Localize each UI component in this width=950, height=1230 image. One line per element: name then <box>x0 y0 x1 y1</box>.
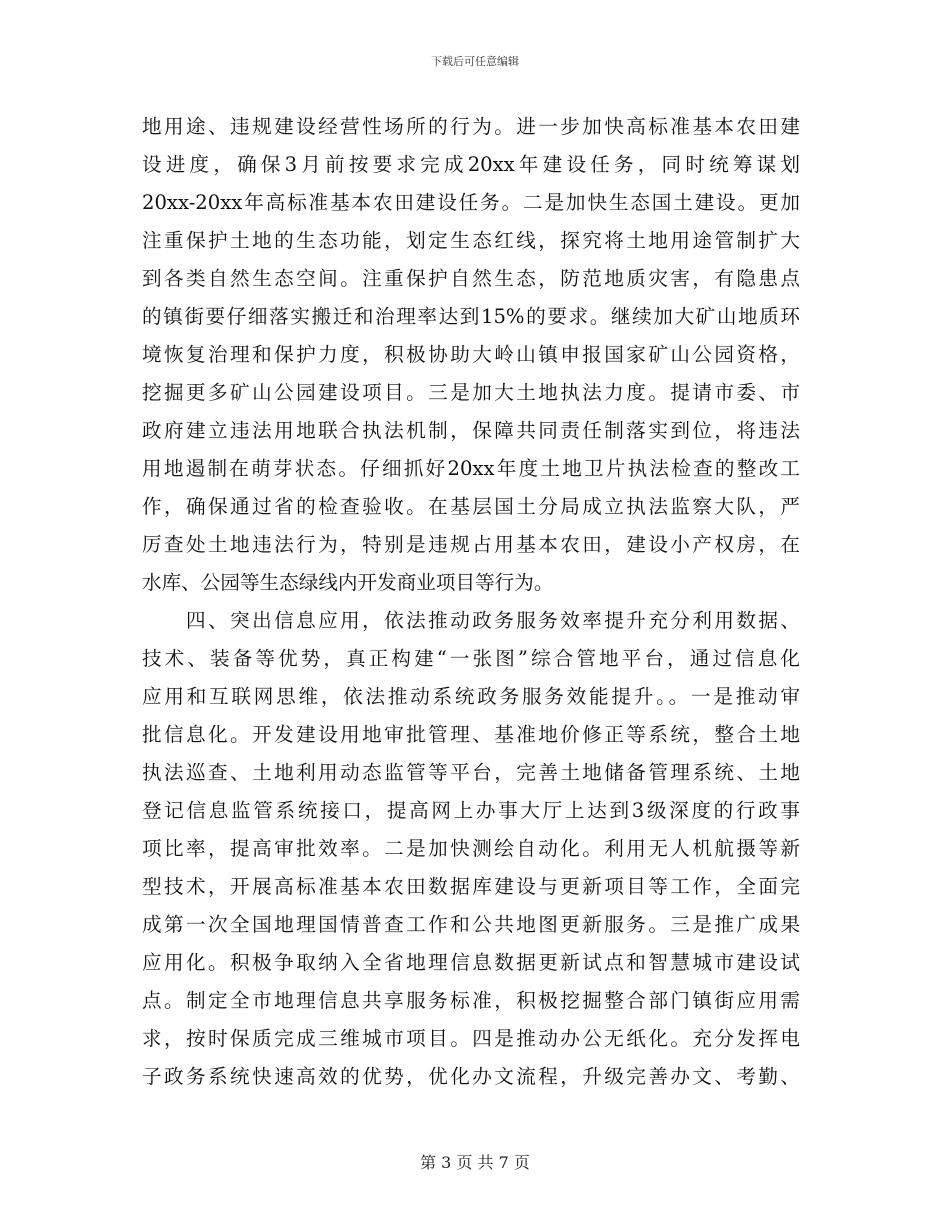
body-line: 到各类自然生态空间。注重保护自然生态，防范地质灾害，有隐患点 <box>142 267 800 290</box>
body-line: 型技术，开展高标准基本农田数据库建设与更新项目等工作，全面完 <box>142 875 800 898</box>
body-line: 应用和互联网思维，依法推动系统政务服务效能提升。。一是推动审 <box>142 685 800 708</box>
body-line: 水库、公园等生态绿线内开发商业项目等行为。 <box>142 571 554 594</box>
body-line: 执法巡查、土地利用动态监管等平台，完善土地储备管理系统、土地 <box>142 761 800 784</box>
body-line: 批信息化。开发建设用地审批管理、基准地价修正等系统，整合土地 <box>142 723 800 746</box>
document-body <box>142 108 800 1096</box>
page-number: 第 3 页 共 7 页 <box>420 1153 530 1172</box>
body-line: 点。制定全市地理信息共享服务标准，积极挖掘整合部门镇街应用需 <box>142 989 800 1012</box>
body-line: 子政务系统快速高效的优势，优化办文流程，升级完善办文、考勤、 <box>142 1065 800 1088</box>
body-line: 技术、装备等优势，真正构建“一张图”综合管地平台，通过信息化 <box>142 647 800 670</box>
body-line: 用地遏制在萌芽状态。仔细抓好20xx年度土地卫片执法检查的整改工 <box>142 457 800 480</box>
body-line: 登记信息监管系统接口，提高网上办事大厅上达到3级深度的行政事 <box>142 799 800 822</box>
paragraph-start-line: 四、突出信息应用，依法推动政务服务效率提升充分利用数据、 <box>142 609 800 632</box>
body-line: 20xx-20xx年高标准基本农田建设任务。二是加快生态国土建设。更加 <box>142 191 800 214</box>
body-line: 政府建立违法用地联合执法机制，保障共同责任制落实到位，将违法 <box>142 419 800 442</box>
body-line: 注重保护土地的生态功能，划定生态红线，探究将土地用途管制扩大 <box>142 229 800 252</box>
body-line: 应用化。积极争取纳入全省地理信息数据更新试点和智慧城市建设试 <box>142 951 800 974</box>
body-line: 项比率，提高审批效率。二是加快测绘自动化。利用无人机航摄等新 <box>142 837 800 860</box>
body-line: 求，按时保质完成三维城市项目。四是推动办公无纸化。充分发挥电 <box>142 1027 800 1050</box>
body-line: 厉查处土地违法行为，特别是违规占用基本农田，建设小产权房，在 <box>142 533 800 556</box>
body-line: 成第一次全国地理国情普查工作和公共地图更新服务。三是推广成果 <box>142 913 800 936</box>
body-line: 挖掘更多矿山公园建设项目。三是加大土地执法力度。提请市委、市 <box>142 381 800 404</box>
page-header: 下载后可任意编辑 <box>431 55 519 68</box>
body-line: 的镇街要仔细落实搬迁和治理率达到15%的要求。继续加大矿山地质环 <box>142 305 800 328</box>
body-line: 境恢复治理和保护力度，积极协助大岭山镇申报国家矿山公园资格， <box>142 343 800 366</box>
body-line: 设进度，确保3月前按要求完成20xx年建设任务，同时统筹谋划 <box>142 153 800 176</box>
body-line: 地用途、违规建设经营性场所的行为。进一步加快高标准基本农田建 <box>142 115 800 138</box>
body-line: 作，确保通过省的检查验收。在基层国土分局成立执法监察大队，严 <box>142 495 800 518</box>
